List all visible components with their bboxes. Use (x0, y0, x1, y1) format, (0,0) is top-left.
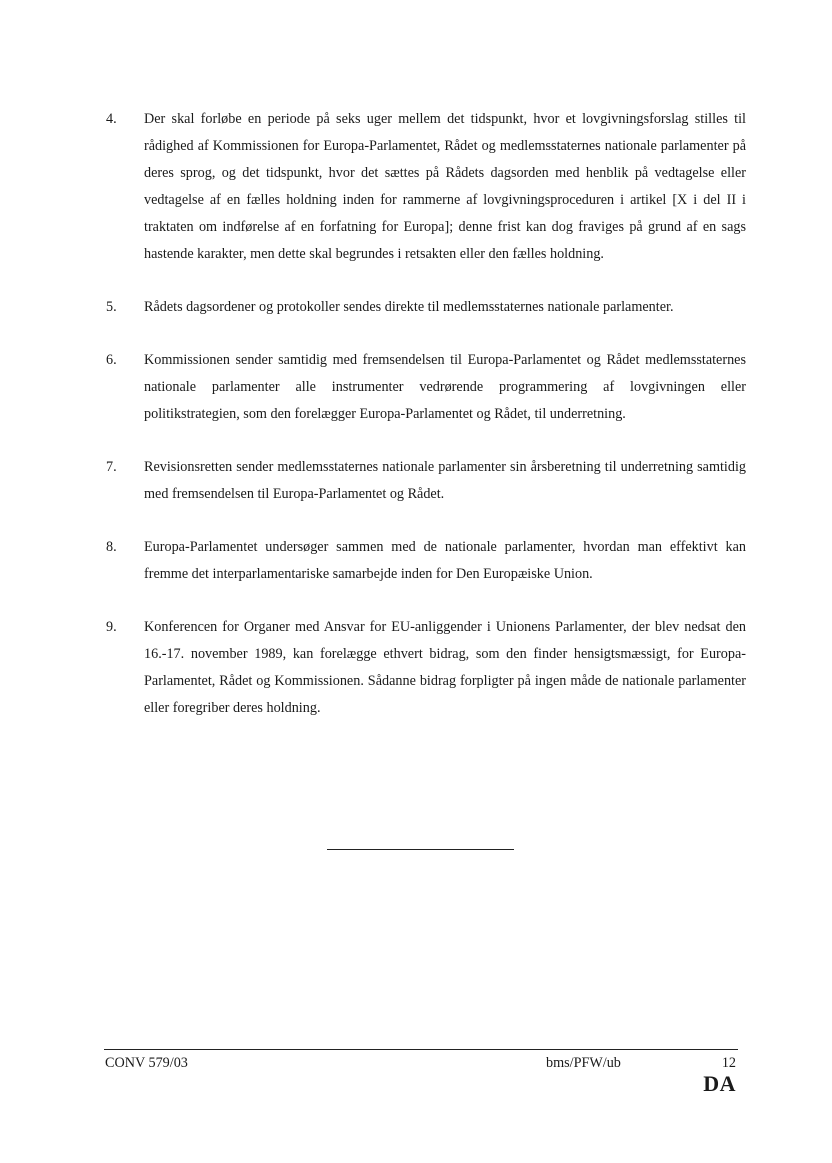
footer-divider (104, 1049, 738, 1050)
paragraph-text: Konferencen for Organer med Ansvar for EU-anliggender i Unionens Parlamenter, der blev nedsat den 16.-17. november 1989, kan forelægge ethvert bidrag, som den finder hensigtsmæssigt, for Europa-Parlamentet, Rådet og Kommissionen. Sådanne bidrag forpligter på ingen måde de nationale parlamenter eller foregriber deres holdning. (144, 619, 746, 716)
paragraph-item (106, 106, 746, 268)
paragraph-number: 6. (106, 352, 117, 368)
paragraph-text: Rådets dagsordener og protokoller sendes direkte til medlemsstaternes nationale parlamenter. (144, 299, 674, 315)
paragraph-item (106, 454, 746, 508)
paragraph-item (106, 294, 746, 321)
paragraph-text: Europa-Parlamentet undersøger sammen med de nationale parlamenter, hvordan man effektivt kan fremme det interparlamentariske samarbejde inden for Den Europæiske Union. (144, 539, 746, 582)
paragraph-number: 8. (106, 539, 117, 555)
paragraph-text: Der skal forløbe en periode på seks uger mellem det tidspunkt, hvor et lovgivningsforslag stilles til rådighed af Kommissionen for Europa-Parlamentet, Rådet og medlemsstaternes nationale parlamenter på deres sprog, og det tidspunkt, hvor det sættes på Rådets dagsorden med henblik på vedtagelse eller vedtagelse af en fælles holdning inden for rammerne af lovgivningsproceduren i artikel [X i del II i traktaten om indførelse af en forfatning for Europa]; denne frist kan dog fraviges på grund af en sags hastende karakter, men dette skal begrundes i retsakten eller den fælles holdning. (144, 111, 746, 262)
language-code: DA (703, 1071, 736, 1096)
end-of-text-divider (327, 849, 514, 850)
paragraph-number: 5. (106, 299, 117, 315)
paragraph-text: Kommissionen sender samtidig med fremsendelsen til Europa-Parlamentet og Rådet medlemsstaternes nationale parlamenter alle instrumenter vedrørende programmering af lovgivningen eller politikstrategien, som den forelægger Europa-Parlamentet og Rådet, til underretning. (144, 352, 746, 422)
paragraph-item (106, 614, 746, 722)
paragraph-number: 7. (106, 459, 117, 475)
numbered-paragraph-list (106, 106, 746, 748)
paragraph-text: Revisionsretten sender medlemsstaternes nationale parlamenter sin årsberetning til underretning samtidig med fremsendelsen til Europa-Parlamentet og Rådet. (144, 459, 746, 502)
author-initials: bms/PFW/ub (546, 1055, 621, 1071)
page-number: 12 (721, 1055, 736, 1071)
paragraph-number: 9. (106, 619, 117, 635)
paragraph-item (106, 347, 746, 428)
paragraph-item (106, 534, 746, 588)
paragraph-number: 4. (106, 111, 117, 127)
document-reference: CONV 579/03 (105, 1055, 188, 1071)
